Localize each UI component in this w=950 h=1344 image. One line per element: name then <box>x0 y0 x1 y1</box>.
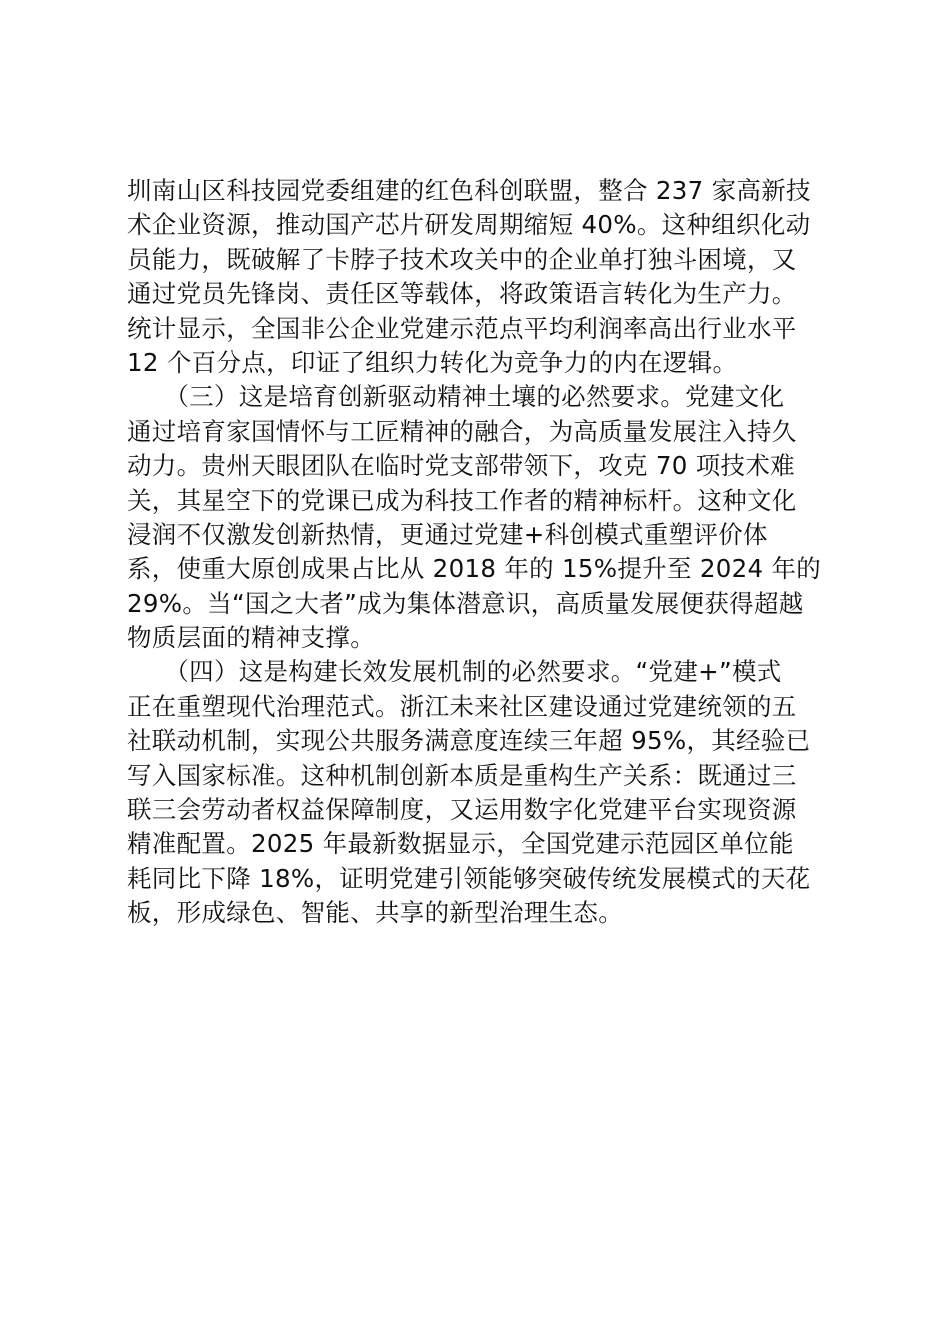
text-line: 正在重塑现代治理范式。浙江未来社区建设通过党建统领的五 <box>127 691 797 721</box>
text-line: 精准配置。2025 年最新数据显示，全国党建示范园区单位能 <box>127 829 794 859</box>
text-line: 统计显示，全国非公企业党建示范点平均利润率高出行业水平 <box>127 313 797 343</box>
text-line: 板，形成绿色、智能、共享的新型治理生态。 <box>127 898 623 928</box>
text-line: 写入国家标准。这种机制创新本质是重构生产关系：既通过三 <box>127 760 797 790</box>
text-line: 圳南山区科技园党委组建的红色科创联盟，整合 237 家高新技 <box>127 176 811 205</box>
text-line: 29%。当“国之大者”成为集体潜意识，高质量发展便获得超越 <box>127 588 804 618</box>
text-line: 动力。贵州天眼团队在临时党支部带领下，攻克 70 项技术难 <box>127 451 795 481</box>
text-line: 通过党员先锋岗、责任区等载体，将政策语言转化为生产力。 <box>127 279 797 309</box>
text-line: 联三会劳动者权益保障制度，又运用数字化党建平台实现资源 <box>127 795 797 825</box>
text-line: 关，其星空下的党课已成为科技工作者的精神标杆。这种文化 <box>127 485 797 515</box>
text-line: 系，使重大原创成果占比从 2018 年的 15%提升至 2024 年的 <box>127 554 822 584</box>
section-heading-line: （三）这是培育创新驱动精神土壤的必然要求。党建文化 <box>127 382 785 412</box>
section-heading-line: （四）这是构建长效发展机制的必然要求。“党建+”模式 <box>127 657 782 687</box>
text-line: 物质层面的精神支撑。 <box>127 623 375 653</box>
text-line: 员能力，既破解了卡脖子技术攻关中的企业单打独斗困境，又 <box>127 244 797 274</box>
text-line: 社联动机制，实现公共服务满意度连续三年超 95%，其经验已 <box>127 726 811 756</box>
text-line: 术企业资源，推动国产芯片研发周期缩短 40%。这种组织化动 <box>127 210 811 240</box>
text-line: 浸润不仅激发创新热情，更通过党建+科创模式重塑评价体 <box>127 519 768 549</box>
body-text <box>127 174 827 931</box>
text-line: 12 个百分点，印证了组织力转化为竞争力的内在逻辑。 <box>127 347 738 377</box>
text-line: 通过培育家国情怀与工匠精神的融合，为高质量发展注入持久 <box>127 416 797 446</box>
text-line: 耗同比下降 18%，证明党建引领能够突破传统发展模式的天花 <box>127 863 811 893</box>
